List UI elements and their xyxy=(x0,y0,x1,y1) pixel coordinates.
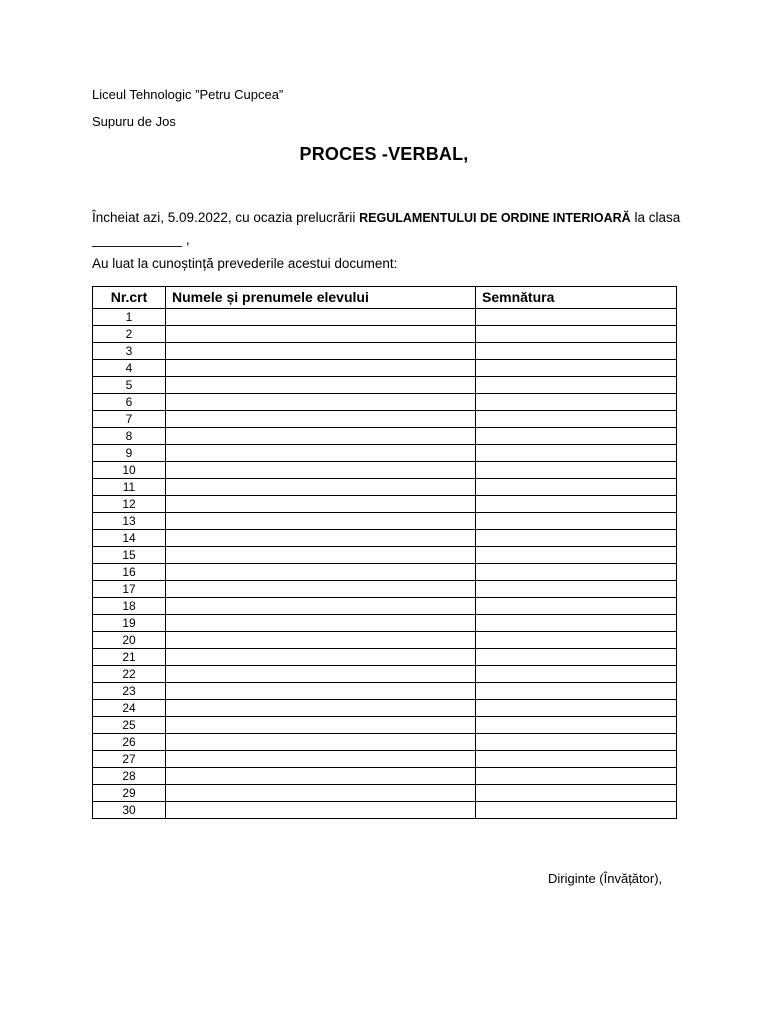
school-name: Liceul Tehnologic ”Petru Cupcea” xyxy=(92,87,284,102)
intro-suffix: la clasa ____________ , xyxy=(92,210,681,247)
name-cell[interactable] xyxy=(166,564,476,581)
name-cell[interactable] xyxy=(166,768,476,785)
signature-cell[interactable] xyxy=(476,615,677,632)
table-row xyxy=(93,462,677,479)
signature-cell[interactable] xyxy=(476,377,677,394)
signature-cell[interactable] xyxy=(476,802,677,819)
row-number: 16 xyxy=(93,564,166,581)
signature-cell[interactable] xyxy=(476,343,677,360)
name-cell[interactable] xyxy=(166,377,476,394)
name-cell[interactable] xyxy=(166,309,476,326)
signature-cell[interactable] xyxy=(476,649,677,666)
name-cell[interactable] xyxy=(166,717,476,734)
signature-cell[interactable] xyxy=(476,717,677,734)
row-number: 20 xyxy=(93,632,166,649)
name-cell[interactable] xyxy=(166,615,476,632)
table-row xyxy=(93,394,677,411)
name-cell[interactable] xyxy=(166,394,476,411)
row-number: 13 xyxy=(93,513,166,530)
name-cell[interactable] xyxy=(166,445,476,462)
signature-cell[interactable] xyxy=(476,309,677,326)
row-number: 4 xyxy=(93,360,166,377)
signature-cell[interactable] xyxy=(476,581,677,598)
row-number: 8 xyxy=(93,428,166,445)
table-row xyxy=(93,734,677,751)
table-row xyxy=(93,547,677,564)
table-row xyxy=(93,666,677,683)
table-row xyxy=(93,309,677,326)
name-cell[interactable] xyxy=(166,479,476,496)
row-number: 24 xyxy=(93,700,166,717)
name-cell[interactable] xyxy=(166,734,476,751)
school-locality: Supuru de Jos xyxy=(92,114,176,129)
row-number: 25 xyxy=(93,717,166,734)
row-number: 6 xyxy=(93,394,166,411)
table-row xyxy=(93,683,677,700)
table-row xyxy=(93,581,677,598)
name-cell[interactable] xyxy=(166,496,476,513)
row-number: 19 xyxy=(93,615,166,632)
name-cell[interactable] xyxy=(166,360,476,377)
signature-cell[interactable] xyxy=(476,768,677,785)
signature-cell[interactable] xyxy=(476,734,677,751)
table-row xyxy=(93,785,677,802)
table-row xyxy=(93,343,677,360)
table-row xyxy=(93,530,677,547)
name-cell[interactable] xyxy=(166,632,476,649)
signature-cell[interactable] xyxy=(476,683,677,700)
row-number: 21 xyxy=(93,649,166,666)
signature-cell[interactable] xyxy=(476,445,677,462)
row-number: 14 xyxy=(93,530,166,547)
signature-cell[interactable] xyxy=(476,513,677,530)
row-number: 23 xyxy=(93,683,166,700)
name-cell[interactable] xyxy=(166,649,476,666)
signature-cell[interactable] xyxy=(476,785,677,802)
row-number: 30 xyxy=(93,802,166,819)
name-cell[interactable] xyxy=(166,411,476,428)
signature-cell[interactable] xyxy=(476,547,677,564)
table-row xyxy=(93,717,677,734)
signature-cell[interactable] xyxy=(476,530,677,547)
header-name: Numele și prenumele elevului xyxy=(166,287,476,309)
row-number: 27 xyxy=(93,751,166,768)
name-cell[interactable] xyxy=(166,751,476,768)
signature-cell[interactable] xyxy=(476,326,677,343)
name-cell[interactable] xyxy=(166,513,476,530)
table-row xyxy=(93,411,677,428)
name-cell[interactable] xyxy=(166,343,476,360)
name-cell[interactable] xyxy=(166,547,476,564)
signature-label: Diriginte (Învățător), xyxy=(548,871,663,886)
intro-prefix: Încheiat azi, 5.09.2022, cu ocazia prelucrării xyxy=(92,210,360,225)
intro-bold: REGULAMENTULUI DE ORDINE INTERIOARĂ xyxy=(359,211,631,225)
table-row xyxy=(93,564,677,581)
name-cell[interactable] xyxy=(166,700,476,717)
row-number: 7 xyxy=(93,411,166,428)
row-number: 17 xyxy=(93,581,166,598)
name-cell[interactable] xyxy=(166,598,476,615)
table-row xyxy=(93,615,677,632)
name-cell[interactable] xyxy=(166,581,476,598)
signature-cell[interactable] xyxy=(476,632,677,649)
signature-cell[interactable] xyxy=(476,751,677,768)
row-number: 12 xyxy=(93,496,166,513)
student-roster-table xyxy=(92,286,677,819)
name-cell[interactable] xyxy=(166,462,476,479)
name-cell[interactable] xyxy=(166,666,476,683)
table-row xyxy=(93,326,677,343)
table-row xyxy=(93,700,677,717)
table-row xyxy=(93,445,677,462)
signature-cell[interactable] xyxy=(476,428,677,445)
table-row xyxy=(93,768,677,785)
acknowledgement-note: Au luat la cunoștință prevederile acestui document: xyxy=(92,256,398,271)
table-header-row xyxy=(93,287,677,309)
table-row xyxy=(93,598,677,615)
table-row xyxy=(93,377,677,394)
table-row xyxy=(93,496,677,513)
name-cell[interactable] xyxy=(166,785,476,802)
table-row xyxy=(93,632,677,649)
table-row xyxy=(93,360,677,377)
signature-cell[interactable] xyxy=(476,564,677,581)
row-number: 11 xyxy=(93,479,166,496)
signature-cell[interactable] xyxy=(476,598,677,615)
signature-cell[interactable] xyxy=(476,462,677,479)
header-signature: Semnătura xyxy=(476,287,677,309)
row-number: 10 xyxy=(93,462,166,479)
row-number: 3 xyxy=(93,343,166,360)
signature-cell[interactable] xyxy=(476,700,677,717)
row-number: 22 xyxy=(93,666,166,683)
row-number: 15 xyxy=(93,547,166,564)
name-cell[interactable] xyxy=(166,326,476,343)
document-title: PROCES -VERBAL, xyxy=(299,144,469,164)
name-cell[interactable] xyxy=(166,530,476,547)
row-number: 29 xyxy=(93,785,166,802)
table-row xyxy=(93,649,677,666)
row-number: 9 xyxy=(93,445,166,462)
signature-cell[interactable] xyxy=(476,394,677,411)
table-row xyxy=(93,802,677,819)
row-number: 26 xyxy=(93,734,166,751)
row-number: 28 xyxy=(93,768,166,785)
signature-cell[interactable] xyxy=(476,496,677,513)
name-cell[interactable] xyxy=(166,802,476,819)
signature-cell[interactable] xyxy=(476,360,677,377)
table-row xyxy=(93,479,677,496)
signature-cell[interactable] xyxy=(476,479,677,496)
row-number: 2 xyxy=(93,326,166,343)
row-number: 5 xyxy=(93,377,166,394)
table-row xyxy=(93,751,677,768)
table-row xyxy=(93,428,677,445)
signature-cell[interactable] xyxy=(476,411,677,428)
row-number: 18 xyxy=(93,598,166,615)
name-cell[interactable] xyxy=(166,683,476,700)
table-row xyxy=(93,513,677,530)
row-number: 1 xyxy=(93,309,166,326)
name-cell[interactable] xyxy=(166,428,476,445)
header-nr: Nr.crt xyxy=(93,287,166,309)
intro-paragraph xyxy=(92,207,682,251)
signature-cell[interactable] xyxy=(476,666,677,683)
